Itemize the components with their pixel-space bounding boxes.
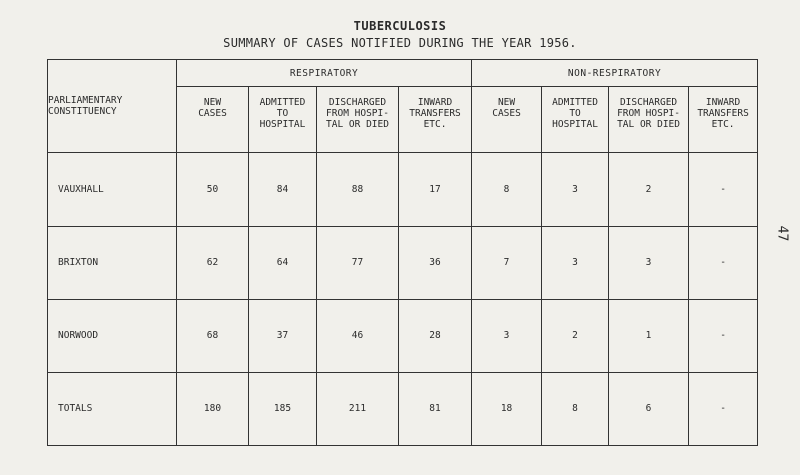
- constituency-name: VAUXHALL: [48, 153, 177, 226]
- total-cell: 18: [472, 372, 542, 445]
- total-cell: 180: [177, 372, 249, 445]
- respiratory-group-header: RESPIRATORY: [177, 60, 472, 87]
- totals-label: TOTALS: [48, 372, 177, 445]
- table-cell: 84: [249, 153, 317, 226]
- total-cell: 8: [542, 372, 609, 445]
- constituency-name: NORWOOD: [48, 299, 177, 372]
- table-row: [48, 226, 758, 299]
- total-cell: -: [689, 372, 758, 445]
- table-cell: 36: [399, 226, 472, 299]
- column-header: INWARD TRANSFERS ETC.: [697, 97, 749, 131]
- tuberculosis-summary-table: [47, 59, 758, 446]
- constituency-header: PARLIAMENTARY CONSTITUENCY: [48, 60, 177, 153]
- table-cell: -: [689, 299, 758, 372]
- table-cell: 17: [399, 153, 472, 226]
- column-header: DISCHARGED FROM HOSPI- TAL OR DIED: [617, 97, 680, 131]
- table-row: [48, 299, 758, 372]
- non-respiratory-group-header: NON-RESPIRATORY: [472, 60, 758, 87]
- table-cell: 68: [177, 299, 249, 372]
- table-cell: 3: [542, 226, 609, 299]
- table-cell: -: [689, 153, 758, 226]
- table-cell: 88: [317, 153, 399, 226]
- constituency-name: BRIXTON: [48, 226, 177, 299]
- table-cell: 1: [609, 299, 689, 372]
- column-header: DISCHARGED FROM HOSPI- TAL OR DIED: [326, 97, 389, 131]
- column-header: NEW CASES: [198, 97, 227, 120]
- table-cell: 64: [249, 226, 317, 299]
- page-title: TUBERCULOSIS: [353, 19, 447, 33]
- table-cell: 62: [177, 226, 249, 299]
- total-cell: 211: [317, 372, 399, 445]
- table-cell: 2: [542, 299, 609, 372]
- table-cell: 2: [609, 153, 689, 226]
- table-cell: 8: [472, 153, 542, 226]
- table-cell: 50: [177, 153, 249, 226]
- table-cell: -: [689, 226, 758, 299]
- table-row: [48, 153, 758, 226]
- total-cell: 81: [399, 372, 472, 445]
- column-header: ADMITTED TO HOSPITAL: [552, 97, 598, 131]
- page-number: 47: [774, 225, 790, 242]
- table-cell: 3: [542, 153, 609, 226]
- table-cell: 3: [609, 226, 689, 299]
- column-header: ADMITTED TO HOSPITAL: [259, 97, 306, 131]
- table-cell: 28: [399, 299, 472, 372]
- table-cell: 77: [317, 226, 399, 299]
- total-cell: 185: [249, 372, 317, 445]
- column-header: INWARD TRANSFERS ETC.: [409, 97, 461, 131]
- table-cell: 3: [472, 299, 542, 372]
- page-subtitle: SUMMARY OF CASES NOTIFIED DURING THE YEAR 1956.: [223, 36, 577, 50]
- table-cell: 7: [472, 226, 542, 299]
- totals-row: [48, 372, 758, 445]
- table-cell: 37: [249, 299, 317, 372]
- table-cell: 46: [317, 299, 399, 372]
- total-cell: 6: [609, 372, 689, 445]
- column-header: NEW CASES: [492, 97, 521, 120]
